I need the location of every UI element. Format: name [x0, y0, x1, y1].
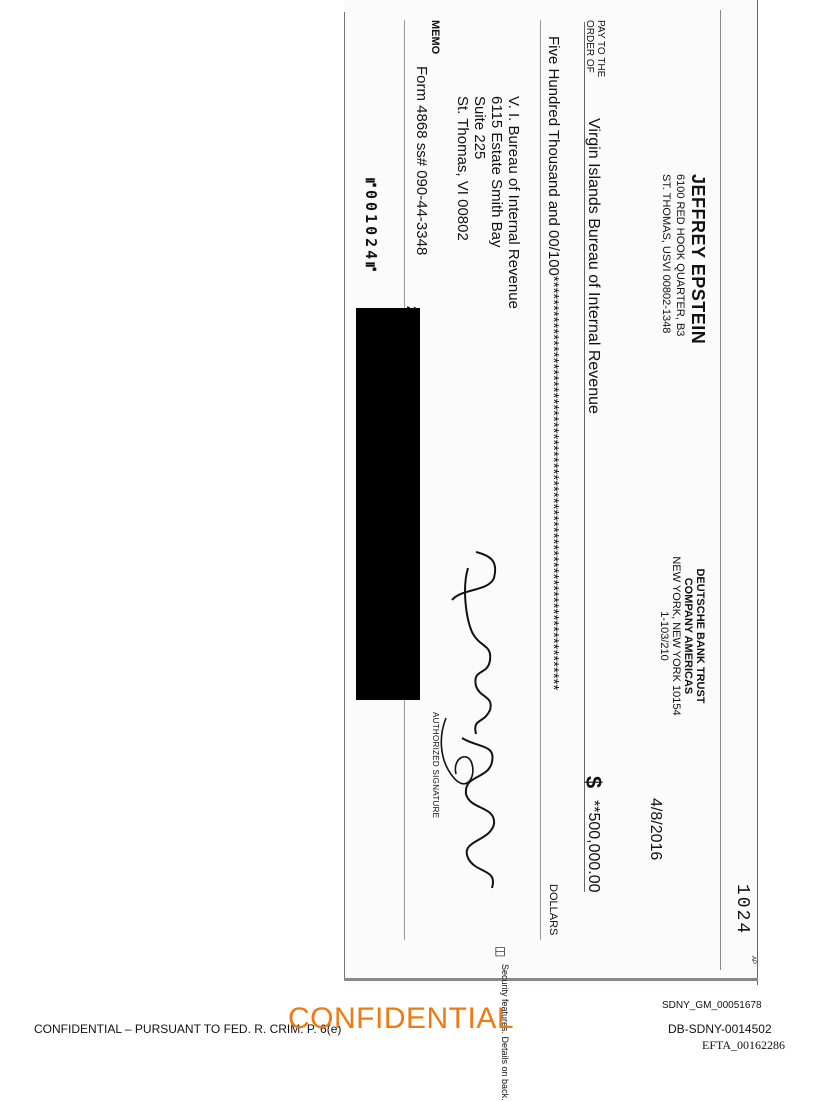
security-note: Security features. Details on back. — [500, 964, 510, 1101]
amount-numeric: **500,000.00 — [585, 800, 602, 893]
amount-words: Five Hundred Thousand and 00/100*********************************************************************** — [545, 36, 562, 691]
bank-city: NEW YORK, NEW YORK 10154 — [670, 556, 682, 716]
account-holder-address-2: ST. THOMAS, USVI 00802-1348 — [660, 174, 672, 334]
payee-address-line-4: St. Thomas, VI 00802 — [454, 96, 471, 241]
confidential-stamp: CONFIDENTIAL — [288, 1002, 515, 1035]
pay-to-label — [584, 20, 606, 77]
check-date: 4/8/2016 — [647, 798, 664, 861]
micr-line: ⑈001024⑈ — [362, 178, 380, 275]
check-number-suffix: AP — [750, 956, 756, 965]
bates-number-1: SDNY_GM_00051678 — [662, 1000, 762, 1011]
confidential-notice: CONFIDENTIAL – PURSUANT TO FED. R. CRIM. P. 6(e) — [34, 1022, 342, 1036]
redaction-box — [356, 308, 420, 700]
bank-routing: 1-103/210 — [658, 611, 670, 661]
bates-number-2: DB-SDNY-0014502 — [668, 1022, 772, 1036]
payee-address-line-3: Suite 225 — [471, 96, 488, 160]
currency-symbol: $ — [581, 776, 606, 789]
amount-words-line — [540, 20, 541, 940]
account-holder-name: JEFFREY EPSTEIN — [688, 174, 708, 345]
payee-name: Virgin Islands Bureau of Internal Revenue — [585, 118, 602, 414]
memo-label: MEMO — [429, 20, 441, 55]
payee-address-line-2: 6115 Estate Smith Bay — [488, 96, 505, 248]
signature-image — [432, 548, 510, 896]
check-number: 1024 — [732, 884, 752, 936]
bank-name-2: COMPANY AMERICAS — [682, 577, 694, 695]
account-holder-block — [659, 174, 708, 344]
bates-number-3: EFTA_00162286 — [702, 1038, 786, 1052]
dollars-label: DOLLARS — [547, 884, 559, 936]
check-edge-left — [344, 12, 345, 980]
check-edge-right — [757, 0, 758, 985]
lock-icon: ◫ — [494, 946, 508, 958]
payee-address-line-1: V. I. Bureau of Internal Revenue — [505, 96, 522, 309]
pay-to-label-line-2: ORDER OF — [584, 20, 595, 73]
bank-block — [658, 546, 706, 726]
pay-to-label-line-1: PAY TO THE — [595, 20, 606, 78]
header-rule — [720, 10, 721, 970]
signature-label: AUTHORIZED SIGNATURE — [431, 712, 440, 819]
payee-address-block — [454, 96, 522, 309]
account-holder-address-1: 6100 RED HOOK QUARTER, B3 — [674, 174, 686, 337]
memo-text: Form 4868 ss# 090-44-3348 — [413, 66, 430, 256]
check-edge-bottom — [344, 978, 758, 981]
bank-name-1: DEUTSCHE BANK TRUST — [694, 568, 706, 704]
